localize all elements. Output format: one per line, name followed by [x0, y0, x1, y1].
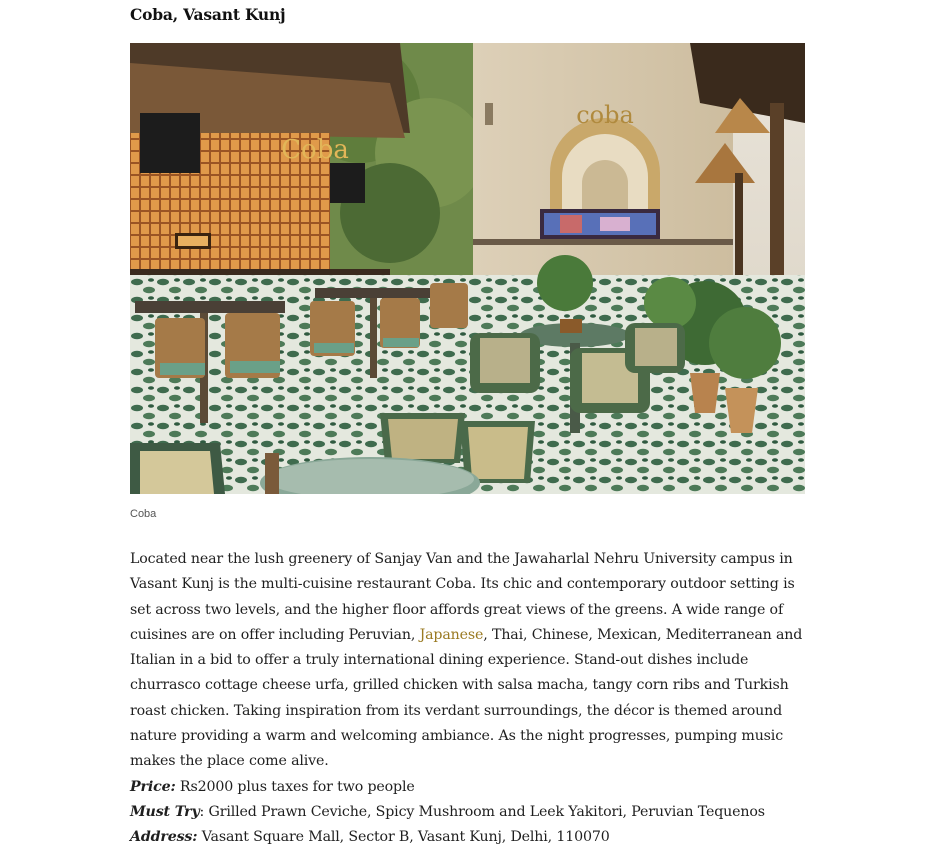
- description-paragraph: [130, 547, 810, 775]
- restaurant-photo: [130, 43, 805, 494]
- article-body: [130, 522, 810, 848]
- coba-sign: coba: [576, 101, 634, 129]
- paragraph-text-end: , Thai, Chinese, Mexican, Mediterranean and Italian in a bid to offer a truly international dining experience. Stand-out dishes include churrasco cottage cheese urfa, grilled chicken with salsa macha, tangy corn ribs and Turkish roast chicken. Taking inspiration from its verdant surroundings, the décor is themed around nature providing a warm and welcoming ambiance. As the night progresses, pumping music makes the place come alive.: [130, 626, 803, 770]
- address-label: Address:: [130, 829, 198, 846]
- restaurant-heading: Coba, Vasant Kunj: [130, 5, 286, 24]
- address-line: [130, 825, 810, 848]
- paragraph-text-start: Located near the lush greenery of Sanjay Van and the Jawaharlal Nehru University campus in Vasant Kunj is the multi-cuisine restaurant Coba. Its chic and contemporary outdoor setting is set across two levels, and the higher floor affords great views of the greens. A wide range of cuisines are on offer including Peruvian,: [130, 551, 795, 643]
- image-caption: Coba: [130, 508, 157, 520]
- must-try-line: [130, 800, 810, 825]
- restaurant-figure: [130, 43, 805, 522]
- must-try-label: Must Try: [130, 803, 200, 820]
- svg-text:Coba: Coba: [281, 135, 349, 165]
- must-try-value: : Grilled Prawn Ceviche, Spicy Mushroom and Leek Yakitori, Peruvian Tequenos: [199, 803, 765, 820]
- article: [130, 0, 810, 848]
- price-value: Rs2000 plus taxes for two people: [175, 778, 415, 795]
- price-label: Price:: [130, 778, 176, 795]
- japanese-link[interactable]: Japanese: [419, 626, 484, 643]
- address-value: Vasant Square Mall, Sector B, Vasant Kunj, Delhi, 110070: [197, 829, 610, 846]
- price-line: [130, 775, 810, 800]
